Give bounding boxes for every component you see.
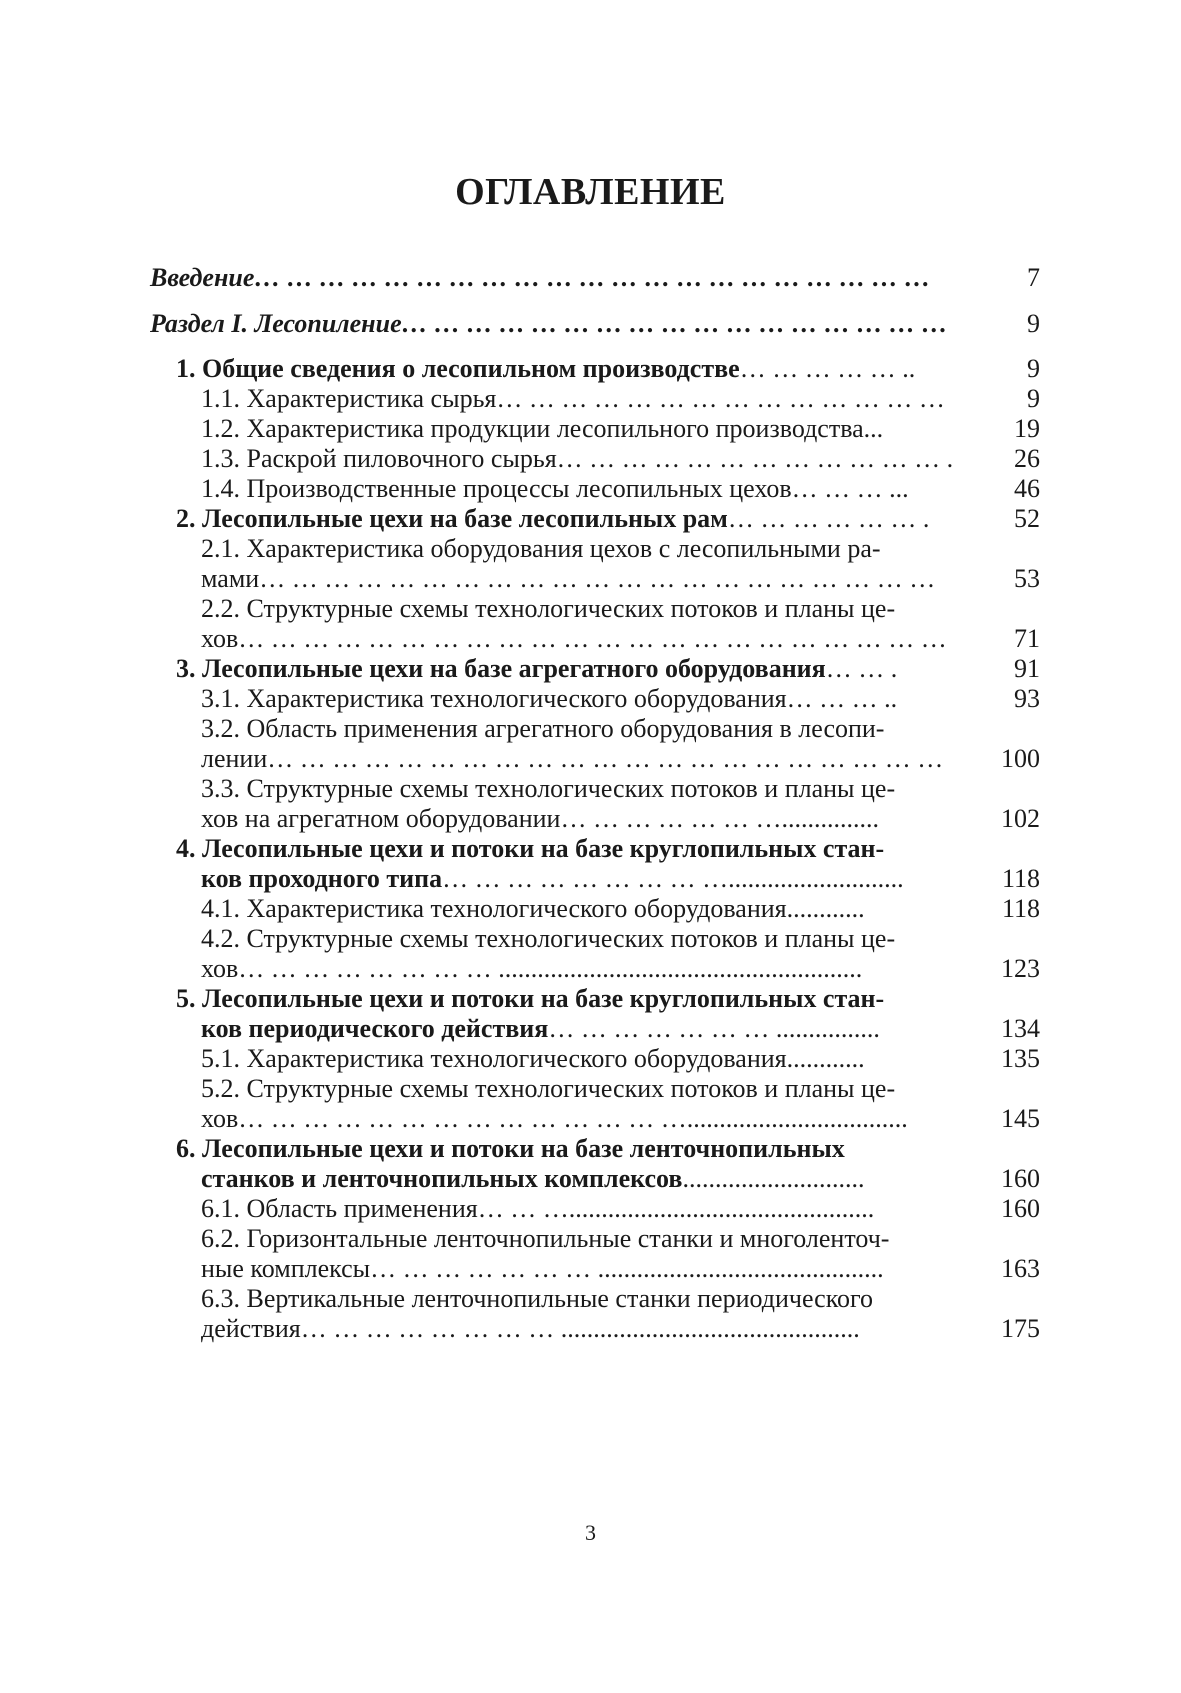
- toc-subsection-1-2: [201, 414, 883, 444]
- toc-subsection-2-2: [201, 594, 895, 624]
- toc-entry-text-cont: ков проходного типа: [201, 864, 443, 893]
- toc-page-number: 102: [1001, 804, 1040, 833]
- toc-leader-dots: … … … … … … .: [727, 504, 930, 533]
- toc-entry-text: Введение: [150, 263, 255, 292]
- toc-entry-text-cont: лении: [201, 744, 268, 773]
- toc-entry-text: 3.2. Область применения агрегатного оборудования в лесопи-: [201, 714, 885, 743]
- toc-page-number: 71: [1014, 624, 1040, 653]
- toc-entry-text-cont: ные комплексы: [201, 1254, 371, 1283]
- toc-leader-dots: … … … … … … …...............: [560, 804, 879, 833]
- toc-subsection-2-1: [201, 534, 881, 564]
- toc-entry-text: 4.2. Структурные схемы технологических потоков и планы це-: [201, 924, 896, 953]
- toc-subsection-4-2: [201, 924, 895, 954]
- toc-page-number: 93: [1014, 684, 1040, 713]
- toc-subsection-3-3: [201, 774, 895, 804]
- toc-entry-text: 1.3. Раскрой пиловочного сырья: [201, 444, 557, 473]
- toc-subsection-3-1: [201, 684, 897, 714]
- toc-entry-text-cont: хов: [201, 624, 239, 653]
- toc-chapter-1: [176, 354, 915, 384]
- toc-entry-text-cont: хов на агрегатном оборудовании: [201, 804, 561, 833]
- toc-leader-dots: … … … … … … … … … … … … … …: [496, 384, 945, 413]
- toc-page-number: 160: [1001, 1194, 1040, 1223]
- toc-entry-text-cont: станков и ленточнопильных комплексов: [201, 1164, 683, 1193]
- toc-leader-dots: … … … … … … … … … … … … .: [556, 444, 954, 473]
- toc-subsection-2-2-cont: [201, 624, 947, 654]
- toc-entry-text: 5.1. Характеристика технологического оборудования: [201, 1044, 787, 1073]
- toc-chapter-5: [176, 984, 884, 1014]
- toc-chapter-5-cont: [201, 1014, 880, 1044]
- toc-subsection-2-1-cont: [201, 564, 935, 594]
- toc-leader-dots: … … … … … … … … … … … … … … … … … … … … …: [259, 564, 936, 593]
- toc-entry-text: 2. Лесопильные цехи на базе лесопильных рам: [176, 504, 728, 533]
- toc-entry-text: 2.1. Характеристика оборудования цехов с лесопильными ра-: [201, 534, 881, 563]
- toc-entry-text: 4. Лесопильные цехи и потоки на базе круглопильных стан-: [176, 834, 885, 863]
- toc-chapter-2: [176, 504, 929, 534]
- toc-entry-text: 1. Общие сведения о лесопильном производстве: [176, 354, 740, 383]
- toc-page-number: 160: [1001, 1164, 1040, 1193]
- toc-subsection-3-2: [201, 714, 884, 744]
- toc-page-number: 9: [1027, 384, 1040, 413]
- toc-page-number: 118: [1001, 894, 1040, 923]
- toc-page-number: 91: [1014, 654, 1040, 683]
- toc-chapter-6: [176, 1134, 845, 1164]
- toc-subsection-3-3-cont: [201, 804, 879, 834]
- toc-leader-dots: … … … … … … … … ..............................................: [300, 1314, 860, 1343]
- toc-entry-text-cont: хов: [201, 954, 239, 983]
- toc-leader-dots: … … … … … … … … … … … … … … … … …: [401, 309, 948, 338]
- toc-subsection-3-2-cont: [201, 744, 943, 774]
- toc-chapter-4: [176, 834, 884, 864]
- toc-entry-text: 1.2. Характеристика продукции лесопильного производства: [201, 414, 864, 443]
- toc-subsection-1-3: [201, 444, 953, 474]
- toc-entry-text: 3.3. Структурные схемы технологических потоков и планы це-: [201, 774, 896, 803]
- toc-page-number: 19: [1014, 414, 1040, 443]
- toc-entry-text: 1.4. Производственные процессы лесопильных цехов: [201, 474, 792, 503]
- toc-chapter-4-cont: [201, 864, 904, 894]
- toc-page-number: 53: [1014, 564, 1040, 593]
- toc-entry-text: 6.1. Область применения: [201, 1194, 478, 1223]
- toc-leader-dots: … … … … … … … … ........................................................: [238, 954, 863, 983]
- toc-page-number: 46: [1014, 474, 1040, 503]
- toc-leader-dots: … … … … … … … … … … … … … …..................................: [238, 1104, 908, 1133]
- toc-leader-dots: … … … … … … … … … … … … … … … … … … … … …: [267, 744, 944, 773]
- toc-entry-text: 4.1. Характеристика технологического оборудования: [201, 894, 787, 923]
- toc-subsection-4-2-cont: [201, 954, 862, 984]
- toc-entry-text-cont: ков периодического действия: [201, 1014, 549, 1043]
- toc-page-number: 118: [1001, 864, 1040, 893]
- toc-entry-text-cont: действия: [201, 1314, 301, 1343]
- toc-page-number: 163: [1001, 1254, 1040, 1283]
- toc-leader-dots: … … …...............................................: [477, 1194, 875, 1223]
- toc-leader-dots: … … … … … … … ................: [548, 1014, 880, 1043]
- toc-entry-text: 6. Лесопильные цехи и потоки на базе ленточнопильных: [176, 1134, 845, 1163]
- toc-subsection-6-3: [201, 1284, 873, 1314]
- toc-entry-introduction: [150, 263, 930, 293]
- toc-subsection-6-2: [201, 1224, 889, 1254]
- toc-subsection-5-2: [201, 1074, 895, 1104]
- toc-page-number: 134: [1001, 1014, 1040, 1043]
- toc-page-number: 52: [1014, 504, 1040, 533]
- toc-leader-dots: … … … … … … … … …...........................: [442, 864, 904, 893]
- toc-page-number: 145: [1001, 1104, 1040, 1133]
- toc-page-number: 123: [1001, 954, 1040, 983]
- toc-subsection-5-2-cont: [201, 1104, 908, 1134]
- toc-entry-text: 5. Лесопильные цехи и потоки на базе круглопильных стан-: [176, 984, 885, 1013]
- toc-entry-text: 6.3. Вертикальные ленточнопильные станки периодического: [201, 1284, 874, 1313]
- toc-leader-dots: … … … ...: [791, 474, 909, 503]
- toc-entry-text: 2.2. Структурные схемы технологических потоков и планы це-: [201, 594, 896, 623]
- toc-entry-text: 1.1. Характеристика сырья: [201, 384, 497, 413]
- toc-entry-text: Раздел I. Лесопиление: [150, 309, 402, 338]
- toc-entry-text: 3.1. Характеристика технологического оборудования: [201, 684, 787, 713]
- toc-subsection-5-1: [201, 1044, 865, 1074]
- toc-leader-dots: ............................: [682, 1164, 865, 1193]
- page-folio-number: 3: [585, 1520, 596, 1545]
- toc-entry-text: 3. Лесопильные цехи на базе агрегатного оборудования: [176, 654, 826, 683]
- toc-page-number: 9: [1027, 309, 1040, 338]
- toc-subsection-6-2-cont: [201, 1254, 884, 1284]
- toc-leader-dots: … … … … … … … ............................................: [370, 1254, 884, 1283]
- toc-page-number: 9: [1027, 354, 1040, 383]
- toc-page-number: 100: [1001, 744, 1040, 773]
- toc-leader-dots: … … … … … ..: [739, 354, 916, 383]
- toc-subsection-1-4: [201, 474, 909, 504]
- toc-entry-text: 5.2. Структурные схемы технологических потоков и планы це-: [201, 1074, 896, 1103]
- toc-subsection-6-3-cont: [201, 1314, 860, 1344]
- toc-subsection-4-1: [201, 894, 865, 924]
- toc-leader-dots: … … … … … … … … … … … … … … … … … … … … …: [254, 263, 931, 292]
- toc-entry-text-cont: мами: [201, 564, 260, 593]
- page-title: ОГЛАВЛЕНИЕ: [455, 171, 726, 213]
- toc-entry-text: 6.2. Горизонтальные ленточнопильные станки и многоленточ-: [201, 1224, 890, 1253]
- toc-subsection-1-1: [201, 384, 945, 414]
- toc-subsection-6-1: [201, 1194, 874, 1224]
- toc-page-number: 175: [1001, 1314, 1040, 1343]
- toc-page-number: 26: [1014, 444, 1040, 473]
- toc-leader-dots: … … … … … … … … … … … … … … … … … … … … … …: [238, 624, 947, 653]
- toc-leader-dots: ............: [786, 894, 865, 923]
- toc-chapter-6-cont: [201, 1164, 864, 1194]
- toc-page-number: 7: [1027, 263, 1040, 292]
- toc-leader-dots: ............: [786, 1044, 865, 1073]
- toc-page-number: 135: [1001, 1044, 1040, 1073]
- toc-entry-section-1: [150, 309, 948, 339]
- toc-leader-dots: ...: [863, 414, 884, 443]
- toc-leader-dots: … … .: [825, 654, 898, 683]
- toc-entry-text-cont: хов: [201, 1104, 239, 1133]
- toc-leader-dots: … … … ..: [786, 684, 898, 713]
- toc-chapter-3: [176, 654, 897, 684]
